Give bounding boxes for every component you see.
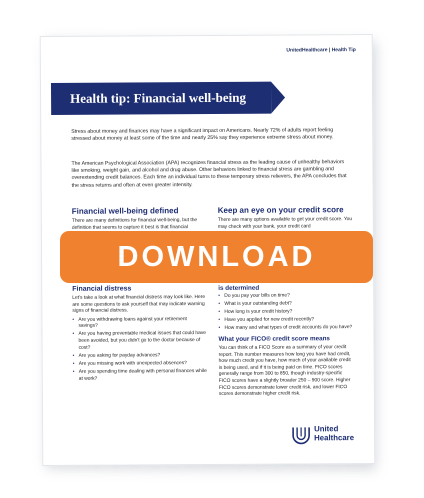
logo-mark-icon [290,423,312,445]
unitedhealthcare-logo [290,423,370,447]
distress-text: Let's take a look at what financial distress may look like. Here are some questions to ask yourself that may indicate warning signs of financial distress. [72,295,206,315]
list-item: • How long is your credit history? [218,309,353,316]
list-item: • Have you applied for new credit recently? [218,317,353,324]
wellbeing-heading: Financial well-being defined [71,206,179,216]
fico-heading: What your FICO® credit score means [218,335,330,343]
download-button[interactable]: DOWNLOAD [60,231,373,283]
distress-section [72,285,208,384]
credit-factors [218,284,354,399]
credit-list [218,293,353,333]
credit-text: There are many options available to get your credit score. You may check with your bank, your credit card [217,217,353,230]
list-item: • Are you spending time dealing with personal finances while at work? [73,369,208,383]
wellbeing-text: There are many definitions for financial well-being, but the definition that seems to capture it best is that financial [71,218,198,231]
list-item: • Are you withdrawing loans against your retirement savings? [72,317,207,331]
header-tag: UnitedHealthcare | Health Tip [286,47,356,54]
distress-list [72,317,207,383]
credit-heading: Keep an eye on your credit score [217,205,344,215]
list-item: • How many and what types of credit accounts do you have? [218,325,353,332]
right-column [218,205,353,231]
logo-line-2: Healthcare [314,432,355,442]
distress-heading: Financial distress [72,285,132,293]
logo-line-1: United [314,424,339,434]
list-item: • Are you missing work with unexpected absences? [73,361,208,368]
banner-chevron [271,82,285,114]
fico-text: You can think of a FICO Score as a summary of your credit report. This number measures how long you have had credit, how much credit you have, how much of your available credit is being used, and if it is being paid on time. FICO scores generally range from 300 to 850, though industry-specific FICO scores have a slightly broader 250 – 900 score. Higher FICO scores demonstrate lower credit risk, and lower FICO scores demonstrate higher credit risk. [218,345,351,398]
determined-label: is determined [218,284,260,292]
page-title: Health tip: Financial well-being [70,89,246,106]
logo-text [314,425,354,442]
list-item: • Do you pay your bills on time? [218,293,353,300]
intro-paragraph: Stress about money and finances may have a significant impact on Americans. Nearly 72% of adults report feeling stressed about money at least some of the time and nearly 25% say they experience extreme stress about money. [71,127,334,143]
title-banner [51,82,271,115]
list-item: • Are you asking for payday advances? [73,353,208,360]
list-item: • Are you having preventable medical issues that could have been avoided, but you didn't go to the doctor because of cost? [73,331,208,352]
left-column [72,206,207,232]
apa-paragraph: The American Psychological Association (APA) recognizes financial stress as the leading cause of unhealthy behaviors like smoking, weight gain, and alcohol and drug abuse. Other behaviors linked to financial stress are gambling and overextending credit balances. Each time an individual turns to these temporary stress relievers, the APA concludes that the stress returns and often at even greater intensity. [71,159,347,189]
list-item: • What is your outstanding debt? [218,301,353,308]
